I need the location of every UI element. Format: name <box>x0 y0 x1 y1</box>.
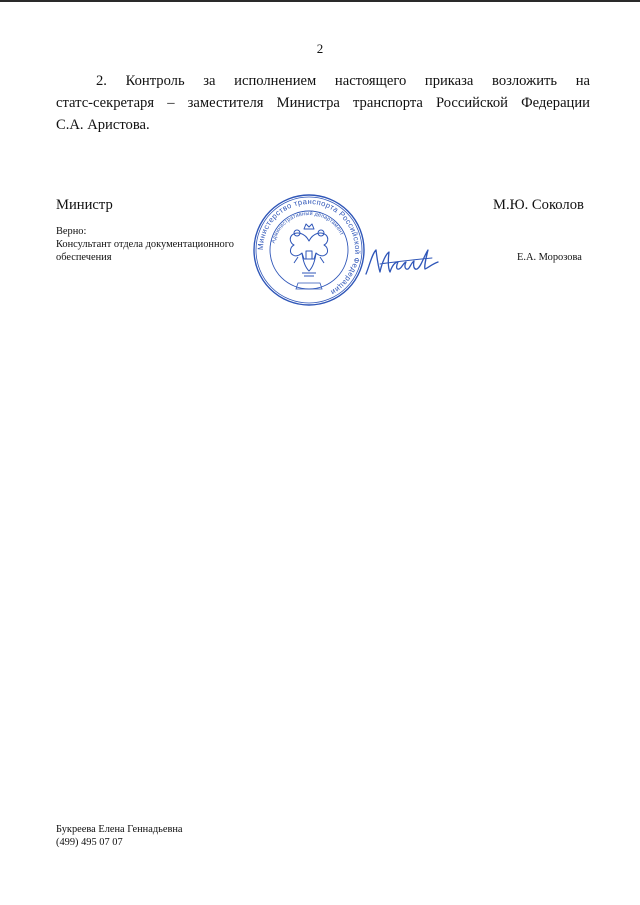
verification-label: Верно: <box>56 226 87 237</box>
order-paragraph <box>56 70 590 136</box>
page-number: 2 <box>316 41 324 56</box>
verification-name: Е.А. Морозова <box>517 252 582 263</box>
executor-name: Букреева Елена Геннадьевна <box>56 824 183 835</box>
svg-text:Административный департамент: Административный департамент <box>270 210 345 244</box>
official-stamp-icon <box>252 193 366 307</box>
signatory-title: Министр <box>56 197 113 213</box>
executor-block <box>56 824 316 849</box>
svg-text:Министерство транспорта Россий: Министерство транспорта Российской Федерации <box>255 196 363 298</box>
signatory-name: М.Ю. Соколов <box>493 197 584 213</box>
verification-position-line1: Консультант отдела документационного <box>56 239 234 250</box>
paragraph-line-2: статс-секретаря – заместителя Министра транспорта Российской Федерации <box>56 95 590 111</box>
paragraph-line-3: С.А. Аристова. <box>56 117 150 133</box>
verification-block <box>56 225 256 264</box>
executor-phone: (499) 495 07 07 <box>56 836 123 848</box>
handwritten-signature-icon <box>362 244 442 278</box>
verification-position-line2: обеспечения <box>56 252 112 263</box>
paragraph-line-1: 2. Контроль за исполнением настоящего приказа возложить на <box>96 73 590 89</box>
scan-top-edge <box>0 0 640 2</box>
